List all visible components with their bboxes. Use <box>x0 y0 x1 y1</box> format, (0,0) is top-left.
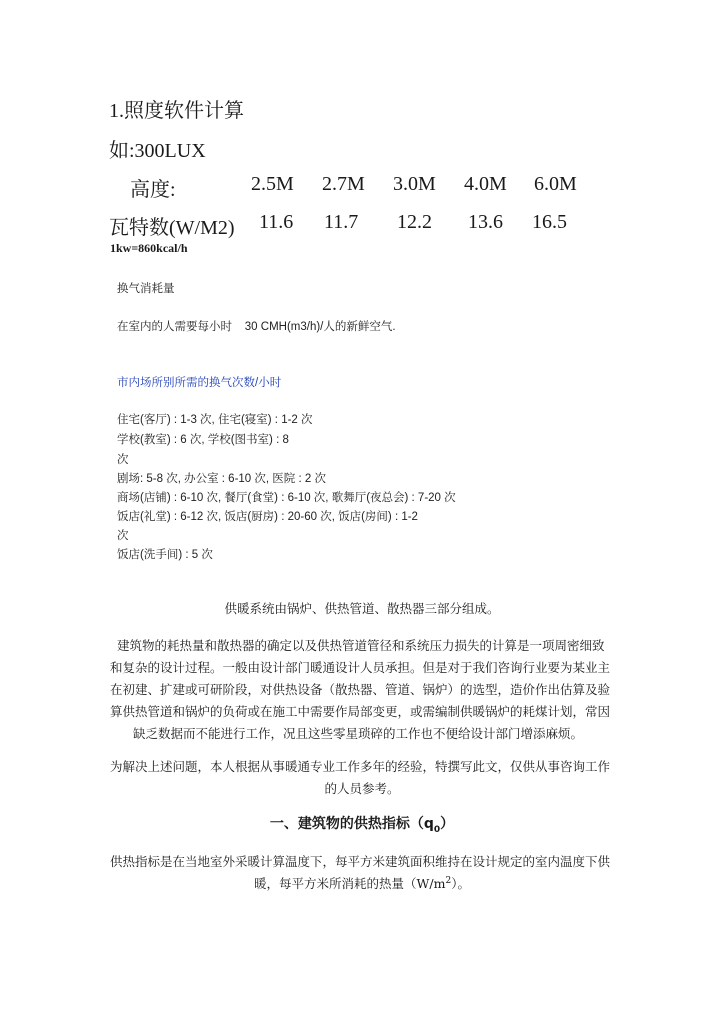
unit-conversion: 1kw=860kcal/h <box>110 241 188 255</box>
paragraph-line: 算供热管道和锅炉的负荷或在施工中需要作局部变更，或需编制供暖锅炉的耗煤计划，常因 <box>110 704 611 719</box>
height-label: 高度: <box>130 179 176 201</box>
watt-value: 13.6 <box>468 211 503 233</box>
height-value: 6.0M <box>534 173 577 195</box>
watt-value: 16.5 <box>532 211 567 233</box>
section-title: 1.照度软件计算 <box>109 100 244 122</box>
watt-value: 12.2 <box>397 211 432 233</box>
heading-text: 一、建筑物的供热指标（q <box>269 816 434 832</box>
air-change-line: 次 <box>117 454 129 466</box>
paragraph-line: 和复杂的设计过程。一般由设计部门暖通设计人员承担。但是对于我们咨询行业要为某业主 <box>110 660 611 675</box>
paragraph-line: 的人员参考。 <box>324 781 400 796</box>
definition-line: 供热指标是在当地室外采暖计算温度下，每平方米建筑面积维持在设计规定的室内温度下供 <box>110 854 611 869</box>
heading-close: ） <box>440 816 455 832</box>
height-value: 2.7M <box>322 173 365 195</box>
paragraph-line: 为解决上述问题，本人根据从事暖通专业工作多年的经验，特撰写此文，仅供从事咨询工作 <box>110 759 611 774</box>
fresh-air-requirement: 在室内的人需要每小时 30 CMH(m3/h)/人的新鲜空气. <box>117 321 396 333</box>
section-heading <box>0 813 724 835</box>
definition-text: 暖，每平方米所消耗的热量（W/m <box>254 876 446 891</box>
watt-value: 11.6 <box>259 211 294 233</box>
air-change-line: 商场(店铺) : 6-10 次, 餐厅(食堂) : 6-10 次, 歌舞厅(夜总会) : 7-20 次 <box>117 492 456 504</box>
definition-superscript: 2 <box>445 875 452 886</box>
air-change-line: 次 <box>117 530 129 542</box>
example-lux: 如:300LUX <box>109 140 206 162</box>
paragraph-line: 在初建、扩建或可研阶段，对供热设备（散热器、管道、锅炉）的选型，造价作出估算及验 <box>110 682 611 697</box>
paragraph-line: 缺乏数据而不能进行工作，况且这些零星琐碎的工作也不便给设计部门增添麻烦。 <box>133 726 584 741</box>
definition-line <box>0 874 724 892</box>
air-change-line: 学校(教室) : 6 次, 学校(图书室) : 8 <box>117 434 289 446</box>
height-value: 3.0M <box>393 173 436 195</box>
air-change-line: 饭店(洗手间) : 5 次 <box>117 549 213 561</box>
watt-value: 11.7 <box>324 211 359 233</box>
paragraph-line: 建筑物的耗热量和散热器的确定以及供热管道管径和系统压力损失的计算是一项周密细致 <box>117 638 605 653</box>
heating-system-line: 供暖系统由锅炉、供热管道、散热器三部分组成。 <box>224 601 500 616</box>
air-change-line: 住宅(客厅) : 1-3 次, 住宅(寝室) : 1-2 次 <box>117 414 313 426</box>
air-change-line: 剧场: 5-8 次, 办公室 : 6-10 次, 医院 : 2 次 <box>117 473 326 485</box>
ventilation-title: 换气消耗量 <box>117 283 175 295</box>
air-change-line: 饭店(礼堂) : 6-12 次, 饭店(厨房) : 20-60 次, 饭店(房间) : 1-2 <box>117 511 418 523</box>
height-value: 4.0M <box>464 173 507 195</box>
air-change-rates-title: 市内场所别所需的换气次数/小时 <box>117 377 282 389</box>
heading-subscript: 0 <box>433 824 441 835</box>
watt-label: 瓦特数(W/M2) <box>109 217 235 239</box>
height-value: 2.5M <box>251 173 294 195</box>
definition-close: ）。 <box>451 876 470 891</box>
